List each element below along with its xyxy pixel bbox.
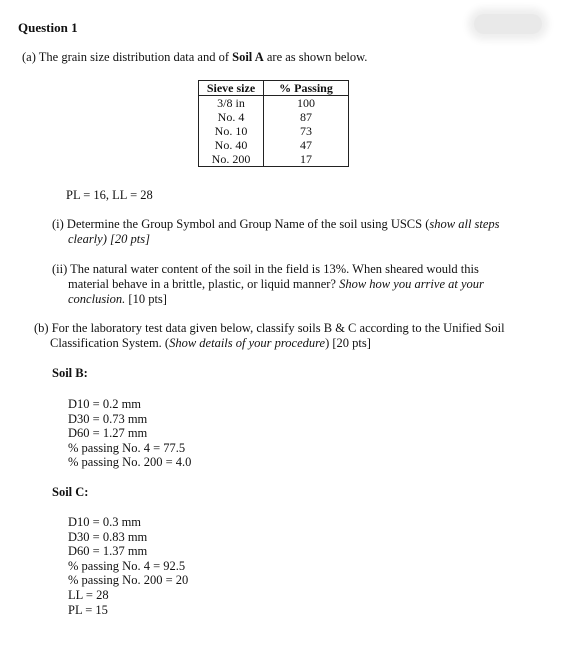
question-ii-italic: Show how you arrive at your [339, 277, 484, 291]
soil-b-title: Soil B: [52, 366, 88, 380]
soil-b-data [68, 397, 191, 470]
question-ii-line-3 [52, 292, 484, 307]
question-ii-line-2 [52, 277, 484, 292]
percent-passing-header: % Passing [264, 81, 349, 96]
question-i-italic: show all steps [429, 217, 500, 231]
sieve-size-cell: No. 200 [199, 152, 264, 167]
table-row [199, 152, 349, 167]
part-b-text: Classification System. ( [50, 336, 170, 350]
sieve-size-header: Sieve size [199, 81, 264, 96]
question-i-line-2 [52, 232, 500, 247]
question-ii-text: material behave in a brittle, plastic, or liquid manner? [68, 277, 340, 291]
list-item: % passing No. 4 = 92.5 [68, 558, 186, 573]
part-b [34, 321, 505, 351]
list-item: D30 = 0.83 mm [68, 529, 148, 544]
part-b-italic: Show details of your procedure [169, 336, 326, 350]
question-ii-points: [10 pts] [125, 292, 167, 306]
question-i-points: [20 pts] [106, 232, 150, 246]
sieve-size-cell: 3/8 in [199, 96, 264, 111]
list-item: % passing No. 200 = 20 [68, 573, 189, 588]
question-title: Question 1 [18, 20, 78, 35]
list-item: PL = 15 [68, 602, 108, 617]
list-item: D10 = 0.3 mm [68, 515, 142, 529]
table-row [199, 124, 349, 138]
part-b-line-1: (b) For the laboratory test data given below, classify soils B & C according to the Unified Soil [34, 321, 505, 335]
part-a-intro-suffix: are as shown below. [263, 50, 368, 64]
question-i [52, 217, 500, 247]
sieve-size-cell: No. 4 [199, 110, 264, 124]
part-a-intro-prefix: (a) The grain size distribution data and of [22, 50, 233, 64]
redacted-badge [474, 14, 542, 34]
list-item: % passing No. 200 = 4.0 [68, 455, 192, 470]
sieve-table-header-row [199, 81, 349, 96]
sieve-size-cell: No. 10 [199, 124, 264, 138]
table-row [199, 110, 349, 124]
soil-c-data [68, 515, 188, 617]
list-item: D30 = 0.73 mm [68, 411, 148, 426]
percent-passing-cell: 100 [264, 96, 349, 111]
table-row [199, 138, 349, 152]
sieve-table [198, 80, 349, 167]
part-a-intro [22, 50, 367, 65]
question-i-line-1 [52, 217, 500, 232]
list-item: % passing No. 4 = 77.5 [68, 440, 186, 455]
question-i-text: (i) Determine the Group Symbol and Group Name of the soil using USCS ( [52, 217, 430, 231]
question-ii-line-1: (ii) The natural water content of the soil in the field is 13%. When sheared would this [52, 262, 479, 276]
list-item: D60 = 1.37 mm [68, 544, 148, 559]
list-item: D10 = 0.2 mm [68, 397, 142, 411]
sieve-size-cell: No. 40 [199, 138, 264, 152]
list-item: LL = 28 [68, 587, 109, 602]
atterberg-limits: PL = 16, LL = 28 [66, 188, 153, 202]
list-item: D60 = 1.27 mm [68, 426, 148, 441]
part-b-points: ) [20 pts] [325, 336, 371, 350]
question-ii-italic-cont: conclusion. [68, 292, 126, 306]
question-ii [52, 262, 484, 307]
soil-c-title: Soil C: [52, 485, 89, 499]
percent-passing-cell: 73 [264, 124, 349, 138]
percent-passing-cell: 17 [264, 152, 349, 167]
part-a-intro-bold: Soil A [232, 50, 264, 64]
part-b-line-2 [34, 336, 505, 351]
question-i-italic-cont: clearly) [68, 232, 107, 246]
table-row [199, 96, 349, 111]
percent-passing-cell: 87 [264, 110, 349, 124]
percent-passing-cell: 47 [264, 138, 349, 152]
